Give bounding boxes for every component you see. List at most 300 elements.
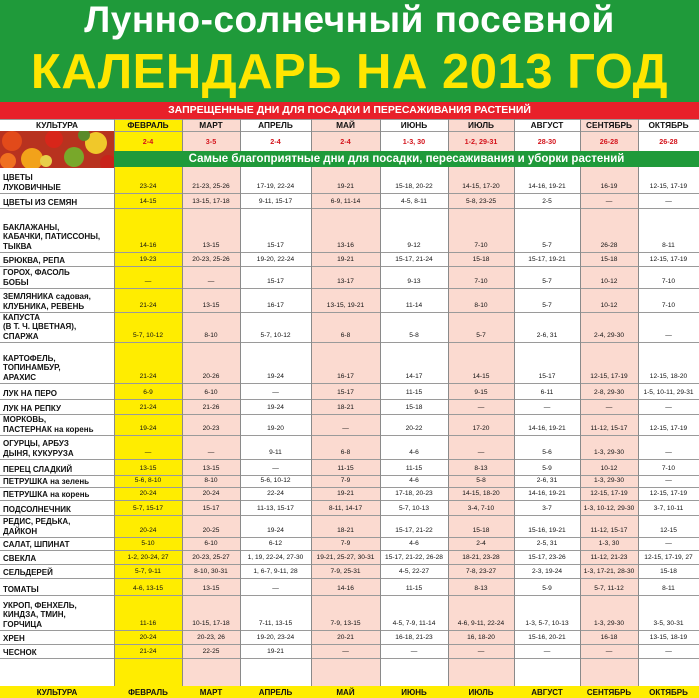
day-cell: 17-19, 22-24 [256,183,295,190]
month-header-2: МАРТ [199,120,223,130]
day-cell: 15-18 [600,256,618,263]
day-cell: 13-15 [202,302,220,309]
crop-name [3,459,113,475]
title-line2: КАЛЕНДАРЬ НА 2013 ГОД [30,45,669,99]
day-cell: 5-9 [542,585,552,592]
day-cell: 15-17 [538,373,556,380]
day-cell: 2-5 [542,198,552,205]
day-cell: 19-21 [337,256,354,263]
day-cell: 6-10 [204,389,218,396]
day-cell: — [410,648,418,655]
day-cell: 19-23 [139,256,157,263]
day-cell: 2-4, 29-30 [593,332,625,339]
day-cell: 11-12, 21-23 [590,554,628,561]
day-cell: 14-16, 19-21 [528,183,566,190]
day-cell: 11-12, 15-17 [590,425,628,432]
day-cell: 4-6 [409,477,419,484]
day-cell: 1-3, 17-21, 28-30 [583,568,635,575]
day-cell: 7-9, 25-31 [330,568,361,575]
crop-name [3,252,113,266]
crop-name [3,564,113,578]
day-cell: 5-6 [542,449,552,456]
day-cell: 9-12 [407,242,421,249]
day-cell: 3-7, 10-11 [653,505,684,512]
day-cell: 15-18 [660,568,677,575]
day-cell: 16-17 [267,302,284,309]
day-cell: 13-15 [202,242,220,249]
day-cell: 4-6, 9-11, 22-24 [457,620,505,627]
crop-name [3,312,113,342]
footer-month-9: ОКТЯБРЬ [649,687,688,697]
day-cell: 15-17, 19-21 [528,256,566,263]
crop-name-line: КАБАЧКИ, ПАТИССОНЫ, [3,232,101,242]
month-header-8: СЕНТЯБРЬ [586,120,632,130]
day-cell: 20-24 [139,634,157,641]
crop-name [3,193,113,208]
crop-name-line: ЦВЕТЫ [3,173,33,183]
day-cell: 11-13, 15-17 [257,505,294,512]
day-cell: 20-21 [337,634,354,641]
title-line1: Лунно-солнечный посевной [84,0,615,40]
crop-name [3,383,113,399]
crop-name [3,487,113,500]
crop-name [3,414,113,435]
month-header-3: АПРЕЛЬ [258,120,293,130]
day-cell: 20-24 [139,490,157,497]
month-header-6: ИЮЛЬ [468,120,494,130]
day-cell: — [207,278,215,285]
day-cell: 12-15, 17-19 [649,256,688,263]
crop-name-line: ПАСТЕРНАК на корень [3,424,94,434]
crop-name [3,578,113,595]
day-cell: — [665,449,672,456]
day-cell: 20-25 [202,527,220,534]
crop-name-line: ТОПИНАМБУР, [3,363,61,373]
crop-name [3,342,113,383]
day-cell: 5-6, 10-12 [260,477,291,484]
crop-name-line: БРЮКВА, РЕПА [3,255,66,265]
day-cell: — [144,449,152,456]
day-cell: — [477,404,485,411]
day-cell: 8-13 [474,585,488,592]
day-cell: 15-17 [202,505,220,512]
day-cell: 15-17, 23-26 [528,554,566,561]
day-cell: — [272,465,279,472]
day-cell: 1, 19, 22-24, 27-30 [247,554,304,561]
row-divider [0,658,699,659]
day-cell: 9-11, 15-17 [258,198,293,205]
day-cell: 5-7 [476,332,486,339]
day-cell: 2-8, 29-30 [593,389,625,396]
day-cell: 18-21 [337,527,354,534]
day-cell: 4-6, 13-15 [132,585,164,592]
banned-days-cell: 3-5 [205,136,217,146]
crop-name-line: КИНДЗА, ТМИН, [3,610,66,620]
crop-name [3,550,113,564]
day-cell: 1-3, 30 [598,540,620,547]
day-cell: 22-25 [202,648,220,655]
day-cell: 3-5, 30-31 [653,620,684,627]
crop-name-line: ПЕТРУШКА на корень [3,489,90,499]
day-cell: 15-16, 20-21 [528,634,566,641]
day-cell: 19-20 [267,425,284,432]
day-cell: 1-3, 10-12, 29-30 [583,505,635,512]
day-cell: 14-16, 19-21 [528,490,566,497]
day-cell: 5-10 [141,540,155,547]
crop-name-line: ЧЕСНОК [3,647,37,657]
day-cell: 11-15 [405,465,423,472]
day-cell: — [665,332,672,339]
header [0,0,699,102]
day-cell: 8-11, 14-17 [328,505,363,512]
crop-name [3,644,113,658]
banned-days-banner: ЗАПРЕЩЕННЫЕ ДНИ ДЛЯ ПОСАДКИ И ПЕРЕСАЖИВАНИЯ РАСТЕНИЙ [0,102,699,119]
day-cell: 12-15 [660,527,677,534]
day-cell: 14-17 [405,373,423,380]
crop-name-line: БОБЫ [3,277,29,287]
day-cell: 13-15 [202,465,220,472]
day-cell: 10-12 [600,278,618,285]
day-cell: 18-21, 23-28 [462,554,500,561]
month-header-7: АВГУСТ [530,120,564,130]
day-cell: 11-15 [337,465,354,472]
day-cell: 16, 18-20 [467,634,495,641]
day-cell: 5-7, 10-13 [398,505,430,512]
crop-name-line: ЗЕМЛЯНИКА садовая, [3,292,91,302]
month-header-4: МАЙ [336,120,355,130]
day-cell: 22-24 [267,490,284,497]
banned-days-cell: 2-4 [142,136,154,146]
day-cell: 7-11, 13-15 [258,620,293,627]
day-cell: 16-18 [600,634,618,641]
crop-name [3,167,113,193]
day-cell: — [543,404,551,411]
footer-month-4: МАЙ [336,687,355,697]
day-cell: 4-5, 7-9, 11-14 [392,620,436,627]
day-cell: 19-24 [267,373,284,380]
day-cell: — [272,389,279,396]
crop-name-line: КЛУБНИКА, РЕВЕНЬ [3,301,85,311]
crop-name [3,475,113,487]
day-cell: — [477,648,485,655]
crop-name-line: (В Т. Ч. ЦВЕТНАЯ), [3,322,77,332]
footer-month-5: ИЮНЬ [401,687,427,697]
day-cell: 9-13 [407,278,421,285]
crop-name [3,399,113,414]
crop-name-line: АРАХИС [3,372,37,382]
day-cell: 12-15, 17-19 [649,183,688,190]
day-cell: 5-7 [542,302,552,309]
crop-name [3,266,113,288]
footer-month-2: МАРТ [199,687,223,697]
favorable-days-banner: Самые благоприятные дни для посадки, пересаживания и уборки растений [114,151,699,167]
crop-name-line: ДАЙКОН [3,526,38,536]
day-cell: 18-21 [337,404,354,411]
crop-name-line: ГОРОХ, ФАСОЛЬ [3,268,70,278]
day-cell: 15-17 [267,242,284,249]
day-cell: — [207,449,215,456]
day-cell: 7-9 [340,477,351,484]
crop-name [3,515,113,537]
day-cell: 19-20, 23-24 [256,634,295,641]
day-cell: 1-3, 29-30 [593,620,625,627]
crop-name-line: СВЕКЛА [3,553,37,563]
day-cell: 26-28 [600,242,618,249]
crop-name-line: ПЕТРУШКА на зелень [3,476,90,486]
day-cell: 5-9 [542,465,552,472]
crop-name-line: КАРТОФЕЛЬ, [3,354,56,364]
day-cell: 11-12, 15-17 [590,527,628,534]
day-cell: 12-15, 17-19, 27 [644,554,693,561]
day-cell: 8-11 [662,242,675,249]
crop-name [3,435,113,459]
day-cell: — [605,198,613,205]
day-cell: 8-13 [474,465,488,472]
day-cell: 1-3, 29-30 [593,477,625,484]
day-cell: — [665,404,672,411]
month-header-5: ИЮНЬ [400,120,428,130]
day-cell: 11-15 [405,585,423,592]
banned-days-cell: 26-28 [599,136,619,146]
day-cell: 10-12 [600,465,618,472]
day-cell: 5-8 [409,332,419,339]
day-cell: 15-17 [267,278,284,285]
day-cell: 3-4, 7-10 [467,505,495,512]
vegetables-photo [0,131,114,168]
day-cell: 7-10 [661,465,676,472]
day-cell: — [342,425,349,432]
day-cell: 5-7, 10-12 [132,332,164,339]
day-cell: 7-9 [340,540,351,547]
day-cell: 21-24 [139,648,157,655]
day-cell: 21-24 [139,404,157,411]
footer-month-1: ФЕВРАЛЬ [128,687,168,697]
footer-month-7: АВГУСТ [531,687,563,697]
day-cell: 1-5, 10-11, 29-31 [643,389,694,396]
day-cell: 2-3, 19-24 [531,568,563,575]
day-cell: 20-23, 25-26 [192,256,230,263]
day-cell: 14-16 [337,585,354,592]
day-cell: 20-24 [202,490,220,497]
day-cell: 2-4 [476,540,486,547]
day-cell: 17-20 [472,425,490,432]
day-cell: 12-15, 17-19 [590,490,628,497]
day-cell: 8-10 [474,302,488,309]
crop-name [3,208,113,252]
day-cell: 20-23, 25-27 [192,554,230,561]
crop-name-line: ЦВЕТЫ ИЗ СЕМЯН [3,197,78,207]
day-cell: — [665,477,672,484]
day-cell: 14-16 [139,242,157,249]
day-cell: 21-24 [139,302,157,309]
day-cell: 5-8, 23-25 [465,198,497,205]
day-cell: — [543,648,551,655]
day-cell: 12-15, 17-19 [649,425,688,432]
day-cell: 7-9, 13-15 [330,620,361,627]
day-cell: 19-21 [337,490,354,497]
day-cell: 7-10 [474,278,488,285]
day-cell: 20-22 [405,425,423,432]
day-cell: 14-15 [139,198,157,205]
day-cell: — [477,449,485,456]
day-cell: 6-11 [540,389,554,396]
day-cell: 13-15, 18-19 [649,634,688,641]
day-cell: 6-12 [268,540,283,547]
day-cell: 11-14 [405,302,423,309]
day-cell: 15-18 [405,404,423,411]
crop-name-line: БАКЛАЖАНЫ, [3,223,60,233]
day-cell: 4-5, 22-27 [398,568,430,575]
month-header-1: ФЕВРАЛЬ [127,120,169,130]
day-cell: 13-17 [337,278,354,285]
crop-name [3,288,113,312]
day-cell: 7-10 [661,278,676,285]
day-cell: 19-24 [267,404,284,411]
day-cell: 17-18, 20-23 [395,490,433,497]
day-cell: 5-7, 11-12 [594,585,624,592]
day-cell: 14-15, 18-20 [462,490,500,497]
banned-days-cell: 2-4 [340,136,351,146]
day-cell: 15-17 [337,389,354,396]
crop-name-line: СПАРЖА [3,331,39,341]
day-cell: 5-8 [476,477,486,484]
banned-days-cell: 1-3, 30 [402,136,426,146]
crop-name-line: СЕЛЬДЕРЕЙ [3,567,53,577]
day-cell: — [272,585,279,592]
day-cell: 8-10 [204,332,218,339]
crop-name-line: САЛАТ, ШПИНАТ [3,539,70,549]
crop-name-line: ХРЕН [3,633,25,643]
day-cell: 5-7 [542,242,552,249]
crop-name-line: ТОМАТЫ [3,584,39,594]
day-cell: 15-18 [472,527,490,534]
day-cell: 9-15 [474,389,488,396]
day-cell: 19-21 [337,183,354,190]
day-cell: — [665,540,672,547]
day-cell: 8-10, 30-31 [194,568,228,575]
day-cell: 4-6 [409,449,419,456]
day-cell: 5-7, 10-12 [260,332,291,339]
crop-name-line: ОГУРЦЫ, АРБУЗ [3,439,69,449]
day-cell: 15-17, 21-22 [395,527,433,534]
day-cell: 5-7, 15-17 [132,505,164,512]
day-cell: 6-9, 11-14 [330,198,361,205]
day-cell: 19-24 [139,425,157,432]
day-cell: 1-3, 5-7, 10-13 [525,620,569,627]
day-cell: 15-18 [472,256,490,263]
day-cell: 6-10 [204,540,218,547]
day-cell: 23-24 [139,183,157,190]
day-cell: 13-15, 17-18 [192,198,230,205]
day-cell: 21-26 [202,404,220,411]
day-cell: 14-16, 19-21 [528,425,566,432]
footer-month-3: АПРЕЛЬ [258,687,293,697]
day-cell: 8-11 [662,585,675,592]
day-cell: 13-15 [202,585,220,592]
day-cell: 19-21 [267,648,284,655]
day-cell: 4-6 [409,540,419,547]
day-cell: 2-5, 31 [536,540,558,547]
day-cell: 5-7 [542,278,552,285]
crop-name-line: ДЫНЯ, КУКУРУЗА [3,448,74,458]
day-cell: 7-10 [474,242,488,249]
day-cell: 5-6, 8-10 [134,477,162,484]
day-cell: 11-15 [405,389,423,396]
day-cell: 13-15, 19-21 [326,302,365,309]
day-cell: 15-16, 19-21 [528,527,566,534]
day-cell: 12-15, 17-19 [649,490,688,497]
banned-days-cell: 28-30 [537,136,557,146]
day-cell: 15-17, 21-24 [395,256,433,263]
day-cell: — [605,648,613,655]
footer-month-6: ИЮЛЬ [468,687,494,697]
crop-name [3,500,113,515]
banned-days-cell: 26-28 [659,136,678,146]
footer-crop-header: КУЛЬТУРА [36,687,78,697]
day-cell: 16-18, 21-23 [395,634,433,641]
crop-name [3,595,113,630]
day-cell: 16-17 [337,373,354,380]
day-cell: 6-8 [340,449,351,456]
day-cell: 5-7, 9-11 [135,568,161,575]
day-cell: 8-10 [204,477,218,484]
crop-name-line: ПЕРЕЦ СЛАДКИЙ [3,464,73,474]
crop-name-line: ГОРЧИЦА [3,619,42,629]
day-cell: 20-26 [202,373,220,380]
day-cell: 19-20, 22-24 [256,256,295,263]
crop-name-line: ЛУК НА РЕПКУ [3,403,61,413]
day-cell: 7-10 [661,302,676,309]
day-cell: 7-8, 23-27 [465,568,497,575]
banned-days-cell: 1-2, 29-31 [464,136,498,146]
day-cell: 13-16 [337,242,354,249]
month-header-9: ОКТЯБРЬ [648,120,689,130]
day-cell: — [605,404,613,411]
crop-name-line: ЛУК НА ПЕРО [3,388,58,398]
day-cell: 12-15, 18-20 [649,373,688,380]
crop-name-line: МОРКОВЬ, [3,415,47,425]
day-cell: 20-23, 26 [197,634,225,641]
day-cell: 10-12 [600,302,618,309]
day-cell: — [665,198,672,205]
day-cell: 15-18, 20-22 [395,183,433,190]
day-cell: 9-11 [269,449,282,456]
crop-name-line: КАПУСТА [3,313,41,323]
banned-days-cell: 2-4 [270,136,281,146]
day-cell: 6-8 [340,332,351,339]
day-cell: 4-5, 8-11 [401,198,427,205]
crop-name-line: РЕДИС, РЕДЬКА, [3,517,71,527]
footer-month-8: СЕНТЯБРЬ [586,687,632,697]
crop-name-line: УКРОП, ФЕНХЕЛЬ, [3,601,77,611]
day-cell: 12-15, 17-19 [590,373,628,380]
day-cell: 2-6, 31 [536,477,558,484]
day-cell: 1, 6-7, 9-11, 28 [253,568,298,575]
day-cell: 6-9 [143,389,153,396]
day-cell: 21-23, 25-26 [192,183,230,190]
day-cell: 14-15, 17-20 [462,183,500,190]
day-cell: 3-7 [542,505,552,512]
day-cell: 16-19 [600,183,618,190]
crop-name-line: ПОДСОЛНЕЧНИК [3,504,71,514]
day-cell: 1-2, 20-24, 27 [127,554,169,561]
day-cell: 19-21, 25-27, 30-31 [316,554,375,561]
crop-name-line: ЛУКОВИЧНЫЕ [3,182,61,192]
day-cell: — [665,648,672,655]
day-cell: — [144,278,152,285]
day-cell: 20-24 [139,527,157,534]
day-cell: 21-24 [139,373,157,380]
